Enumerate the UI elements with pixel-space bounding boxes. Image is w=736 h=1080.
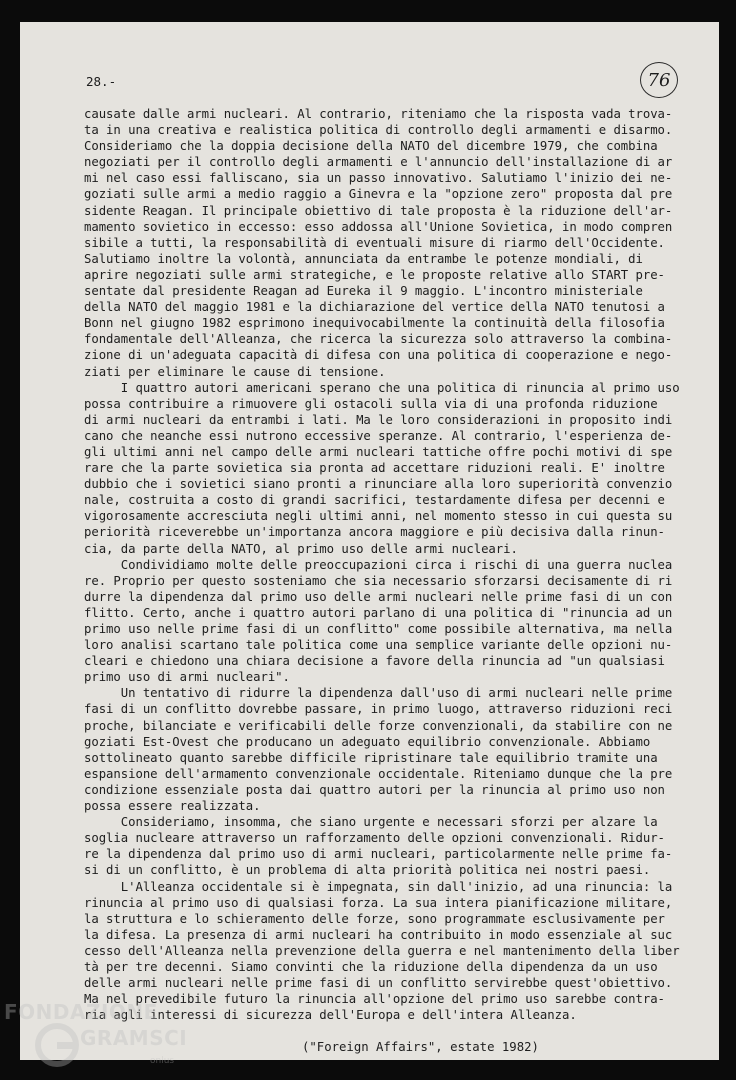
watermark-line1: FONDAZIONE	[4, 1000, 158, 1024]
text-line: causate dalle armi nucleari. Al contrario, riteniamo che la risposta vada trova-	[84, 107, 673, 121]
text-line: ta in una creativa e realistica politica di controllo degli armamenti e disarmo.	[84, 123, 673, 138]
text-line: sidente Reagan. Il principale obiettivo di tale proposta è la riduzione dell'ar-	[84, 203, 673, 218]
text-line: espansione dell'armamento convenzionale occidentale. Riteniamo dunque che la pre	[84, 766, 673, 781]
text-line: tà per tre decenni. Siamo convinti che la riduzione della dipendenza da un uso	[84, 959, 658, 974]
text-line: cano che neanche essi nutrono eccessive speranze. Al contrario, l'esperienza de-	[84, 428, 673, 443]
text-line: possa contribuire a rimuovere gli ostacoli sulla via di una profonda riduzione	[84, 396, 658, 411]
text-line: goziati Est-Ovest che producano un adeguato equilibrio convenzionale. Abbiamo	[84, 734, 651, 749]
text-line: nale, costruita a costo di grandi sacrifici, testardamente difesa per decenni e	[84, 493, 665, 508]
watermark-line2: GRAMSCI	[80, 1026, 188, 1050]
text-line: Salutiamo inoltre la volontà, annunciata da entrambe le potenze mondiali, di	[84, 251, 643, 266]
text-line: aprire negoziati sulle armi strategiche, e le proposte relative allo START pre-	[84, 267, 665, 282]
text-line: cleari e chiedono una chiara decisione a favore della rinuncia ad "un qualsiasi	[84, 654, 665, 669]
text-line: vigorosamente accresciuta negli ultimi anni, nel momento stesso in cui questa su	[84, 509, 673, 524]
text-line: I quattro autori americani sperano che una politica di rinuncia al primo uso	[84, 380, 680, 395]
text-line: ria agli interessi di sicurezza dell'Europa e dell'intera Alleanza.	[84, 1008, 577, 1023]
watermark-small: onlus	[150, 1056, 175, 1066]
text-line: si di un conflitto, è un problema di alta priorità politica nei nostri paesi.	[84, 863, 651, 878]
text-line: Consideriamo che la doppia decisione della NATO del dicembre 1979, che combina	[84, 139, 658, 154]
text-line: durre la dipendenza dal primo uso delle armi nucleari nelle prime fasi di un con	[84, 589, 673, 604]
source-citation: ("Foreign Affairs", estate 1982)	[302, 1040, 539, 1054]
text-line: mi nel caso essi falliscano, sia un passo innovativo. Salutiamo l'inizio dei ne-	[84, 171, 673, 186]
text-line: loro analisi scartano tale politica come una semplice variante delle opzioni nu-	[84, 638, 673, 653]
text-line: goziati sulle armi a medio raggio a Ginevra e la "opzione zero" proposta dal pre	[84, 187, 673, 202]
text-line: periorità riceverebbe un'importanza ancora maggiore e più decisiva dalla rinun-	[84, 525, 665, 540]
text-line: la struttura e lo schieramento delle forze, sono programmate esclusivamente per	[84, 911, 665, 926]
text-line: Bonn nel giugno 1982 esprimono inequivocabilmente la continuità della filosofia	[84, 316, 665, 331]
text-line: mamento sovietico in eccesso: esso addossa all'Unione Sovietica, in modo compren	[84, 219, 673, 234]
text-line: sibile a tutti, la responsabilità di eventuali misure di riarmo dell'Occidente.	[84, 235, 665, 250]
text-line: re la dipendenza dal primo uso di armi nucleari, particolarmente nelle prime fa-	[84, 847, 673, 862]
text-line: L'Alleanza occidentale si è impegnata, sin dall'inizio, ad una rinuncia: la	[84, 879, 673, 894]
text-line: fondamentale dell'Alleanza, che ricerca la sicurezza solo attraverso la combina-	[84, 332, 673, 347]
document-page	[20, 22, 719, 1060]
text-line: primo uso di armi nucleari".	[84, 670, 290, 685]
text-line: Consideriamo, insomma, che siano urgente e necessari sforzi per alzare la	[84, 815, 658, 830]
text-line: proche, bilanciate e verificabili delle forze convenzionali, da stabilire con ne	[84, 718, 673, 733]
text-line: zione di un'adeguata capacità di difesa con una politica di cooperazione e nego-	[84, 348, 673, 363]
text-line: gli ultimi anni nel campo delle armi nucleari tattiche offre pochi motivi di spe	[84, 444, 673, 459]
text-line: della NATO del maggio 1981 e la dichiarazione del vertice della NATO tenutosi a	[84, 300, 665, 315]
text-line: Ma nel prevedibile futuro la rinuncia all'opzione del primo uso sarebbe contra-	[84, 992, 665, 1007]
text-line: cesso dell'Alleanza nella prevenzione della guerra e nel mantenimento della liber	[84, 943, 680, 958]
text-line: condizione essenziale posta dai quattro autori per la rinuncia al primo uso non	[84, 782, 665, 797]
fondazione-gramsci-watermark	[4, 1000, 204, 1080]
text-line: rinuncia al primo uso di qualsiasi forza. La sua intera pianificazione militare,	[84, 895, 673, 910]
archive-number-stamp: 76	[640, 62, 678, 98]
text-line: primo uso nelle prime fasi di un conflitto" come possibile alternativa, ma nella	[84, 622, 673, 636]
text-line: la difesa. La presenza di armi nucleari ha contribuito in modo essenziale al suc	[84, 927, 673, 942]
page-number: 28.-	[86, 74, 117, 89]
text-line: rare che la parte sovietica sia pronta ad accettare riduzioni reali. E' inoltre	[84, 461, 665, 476]
text-line: cia, da parte della NATO, al primo uso delle armi nucleari.	[84, 541, 518, 556]
text-line: dubbio che i sovietici siano pronti a rinunciare alla loro superiorità convenzio	[84, 477, 673, 492]
text-line: re. Proprio per questo sosteniamo che sia necessario sforzarsi decisamente di ri	[84, 573, 673, 588]
text-line: negoziati per il controllo degli armamenti e l'annuncio dell'installazione di ar	[84, 155, 673, 170]
text-line: soglia nucleare attraverso un rafforzamento delle opzioni convenzionali. Ridur-	[84, 831, 665, 846]
text-line: ziati per eliminare le cause di tensione.	[84, 364, 386, 379]
text-line: sottolineato quanto sarebbe difficile ripristinare tale equilibrio tramite una	[84, 750, 658, 765]
gramsci-logo-icon	[34, 1022, 80, 1068]
text-line: fasi di un conflitto dovrebbe passare, in primo luogo, attraverso riduzioni reci	[84, 702, 673, 717]
text-line: di armi nucleari da entrambi i lati. Ma le loro considerazioni in proposito indi	[84, 412, 673, 427]
body-text	[84, 106, 680, 1023]
text-line: possa essere realizzata.	[84, 799, 261, 814]
text-line: Condividiamo molte delle preoccupazioni circa i rischi di una guerra nuclea	[84, 557, 673, 572]
text-line: delle armi nucleari nelle prime fasi di un conflitto servirebbe quest'obiettivo.	[84, 976, 673, 991]
text-line: flitto. Certo, anche i quattro autori parlano di una politica di "rinuncia ad un	[84, 605, 673, 620]
text-line: Un tentativo di ridurre la dipendenza dall'uso di armi nucleari nelle prime	[84, 686, 673, 701]
text-line: sentate dal presidente Reagan ad Eureka il 9 maggio. L'incontro ministeriale	[84, 284, 643, 299]
